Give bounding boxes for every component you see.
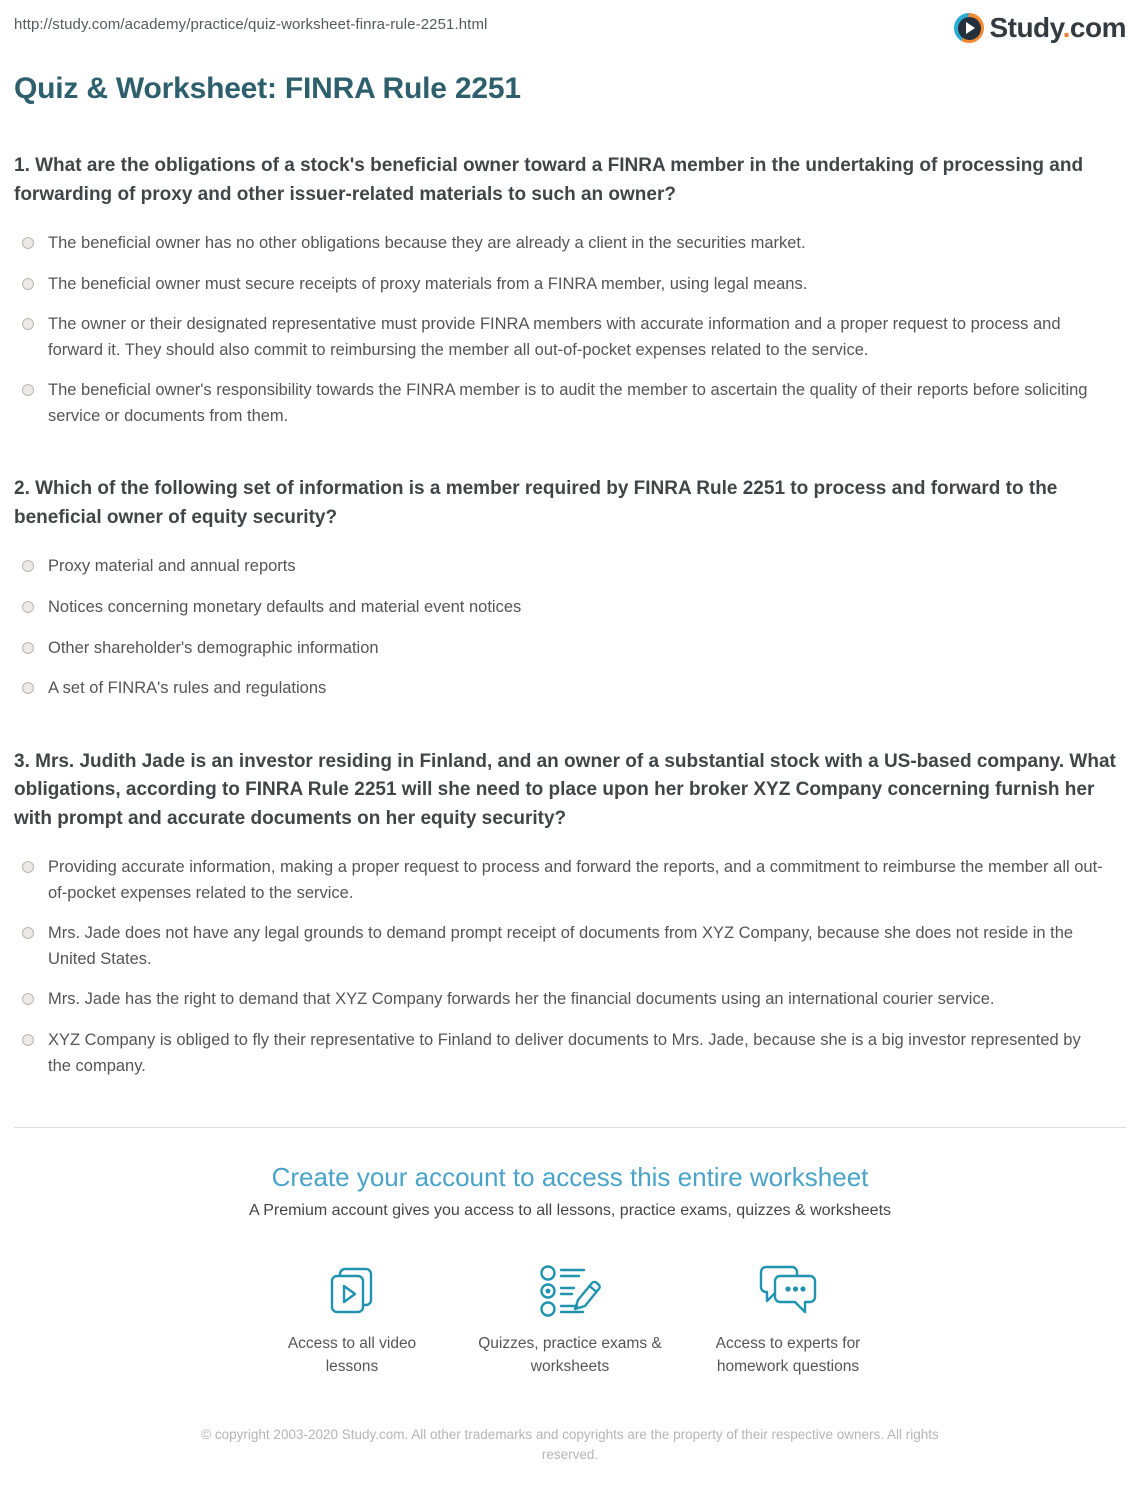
logo-text	[989, 12, 1126, 44]
question-1-text: 1. What are the obligations of a stock's beneficial owner toward a FINRA member in the undertaking of processing and forwarding of proxy and other issuer-related materials to such an owner?	[14, 155, 1084, 205]
question-2-option-3[interactable]	[14, 636, 1126, 662]
question-2-option-2[interactable]	[14, 595, 1126, 621]
feature-label: Access to experts for homework questions	[715, 1335, 861, 1376]
radio-button[interactable]	[22, 318, 34, 330]
question-3-option-3[interactable]	[14, 987, 1126, 1013]
video-lessons-icon	[325, 1262, 379, 1320]
radio-button[interactable]	[22, 642, 34, 654]
question-1-option-1[interactable]	[14, 231, 1126, 257]
features-row	[14, 1262, 1126, 1379]
question-1-option-2[interactable]	[14, 272, 1126, 298]
question-3-option-2[interactable]	[14, 921, 1126, 972]
option-label: A set of FINRA's rules and regulations	[48, 679, 327, 698]
logo-com: com	[1069, 12, 1126, 43]
radio-button[interactable]	[22, 861, 34, 873]
option-label: Providing accurate information, making a proper request to process and forward the reports, and a commitment to reimburse the member all out-of-pocket expenses related to the service.	[48, 858, 1103, 902]
question-3-text: 3. Mrs. Judith Jade is an investor residing in Finland, and an owner of a substantial stock with a US-based company. What obligations, according to FINRA Rule 2251 will she need to place upon her broker XYZ Company concerning furnish her with prompt and accurate documents on her equity security?	[14, 750, 1116, 829]
logo-dot: .	[1062, 12, 1070, 43]
quizzes-worksheets-icon	[537, 1262, 603, 1320]
option-label: Other shareholder's demographic information	[48, 638, 379, 657]
cta-subtitle: A Premium account gives you access to all lessons, practice exams, quizzes & worksheets	[248, 1202, 892, 1220]
feature-label: Quizzes, practice exams & worksheets	[478, 1335, 662, 1376]
option-label: Mrs. Jade has the right to demand that XYZ Company forwards her the financial documents using an international courier service.	[48, 990, 995, 1009]
page-title: Quiz & Worksheet: FINRA Rule 2251	[14, 72, 521, 105]
feature-label: Access to all video lessons	[287, 1335, 417, 1376]
feature-video-lessons	[243, 1262, 461, 1379]
radio-button[interactable]	[22, 1034, 34, 1046]
question-3-option-1[interactable]	[14, 855, 1126, 906]
play-circle-icon	[954, 13, 984, 43]
feature-homework-experts	[679, 1262, 897, 1379]
question-2-text: 2. Which of the following set of information is a member required by FINRA Rule 2251 to process and forward to the beneficial owner of equity security?	[14, 478, 1058, 528]
question-2-option-4[interactable]	[14, 676, 1126, 702]
question-2-option-1[interactable]	[14, 554, 1126, 580]
question-3-option-4[interactable]	[14, 1028, 1126, 1079]
option-label: Proxy material and annual reports	[48, 557, 296, 576]
cta-title: Create your account to access this entire worksheet	[271, 1162, 869, 1193]
radio-button[interactable]	[22, 237, 34, 249]
option-label: The beneficial owner must secure receipts of proxy materials from a FINRA member, using legal means.	[48, 274, 808, 293]
question-1-option-4[interactable]	[14, 378, 1126, 429]
copyright-text: © copyright 2003-2020 Study.com. All other trademarks and copyrights are the property of their respective owners. All rights reserved.	[201, 1426, 939, 1463]
radio-button[interactable]	[22, 993, 34, 1005]
page-url: http://study.com/academy/practice/quiz-worksheet-finra-rule-2251.html	[14, 16, 488, 33]
feature-quizzes-worksheets	[461, 1262, 679, 1379]
radio-button[interactable]	[22, 560, 34, 572]
logo-study: Study	[989, 12, 1063, 43]
question-2	[14, 475, 1126, 701]
option-label: Mrs. Jade does not have any legal grounds to demand prompt receipt of documents from XYZ Company, because she does not reside in the United States.	[48, 924, 1074, 968]
option-label: Notices concerning monetary defaults and material event notices	[48, 597, 522, 616]
option-label: The beneficial owner's responsibility towards the FINRA member is to audit the member to ascertain the quality of their reports before soliciting service or documents from them.	[48, 381, 1088, 425]
radio-button[interactable]	[22, 384, 34, 396]
option-label: The beneficial owner has no other obligations because they are already a client in the securities market.	[48, 234, 806, 252]
option-label: XYZ Company is obliged to fly their representative to Finland to deliver documents to Mrs. Jade, because she is a big investor represented by the company.	[48, 1030, 1081, 1075]
question-1-option-3[interactable]	[14, 312, 1126, 363]
option-label: The owner or their designated representative must provide FINRA members with accurate information and a proper request to process and forward it. They should also commit to reimbursing the member all out-of-pocket expenses related to the service.	[48, 315, 1061, 359]
radio-button[interactable]	[22, 927, 34, 939]
radio-button[interactable]	[22, 278, 34, 290]
chat-experts-icon	[756, 1262, 820, 1320]
radio-button[interactable]	[22, 601, 34, 613]
question-1	[14, 152, 1126, 429]
section-divider	[14, 1127, 1126, 1128]
question-3	[14, 748, 1126, 1079]
header	[14, 12, 1126, 44]
studycom-logo[interactable]	[954, 12, 1126, 44]
radio-button[interactable]	[22, 682, 34, 694]
